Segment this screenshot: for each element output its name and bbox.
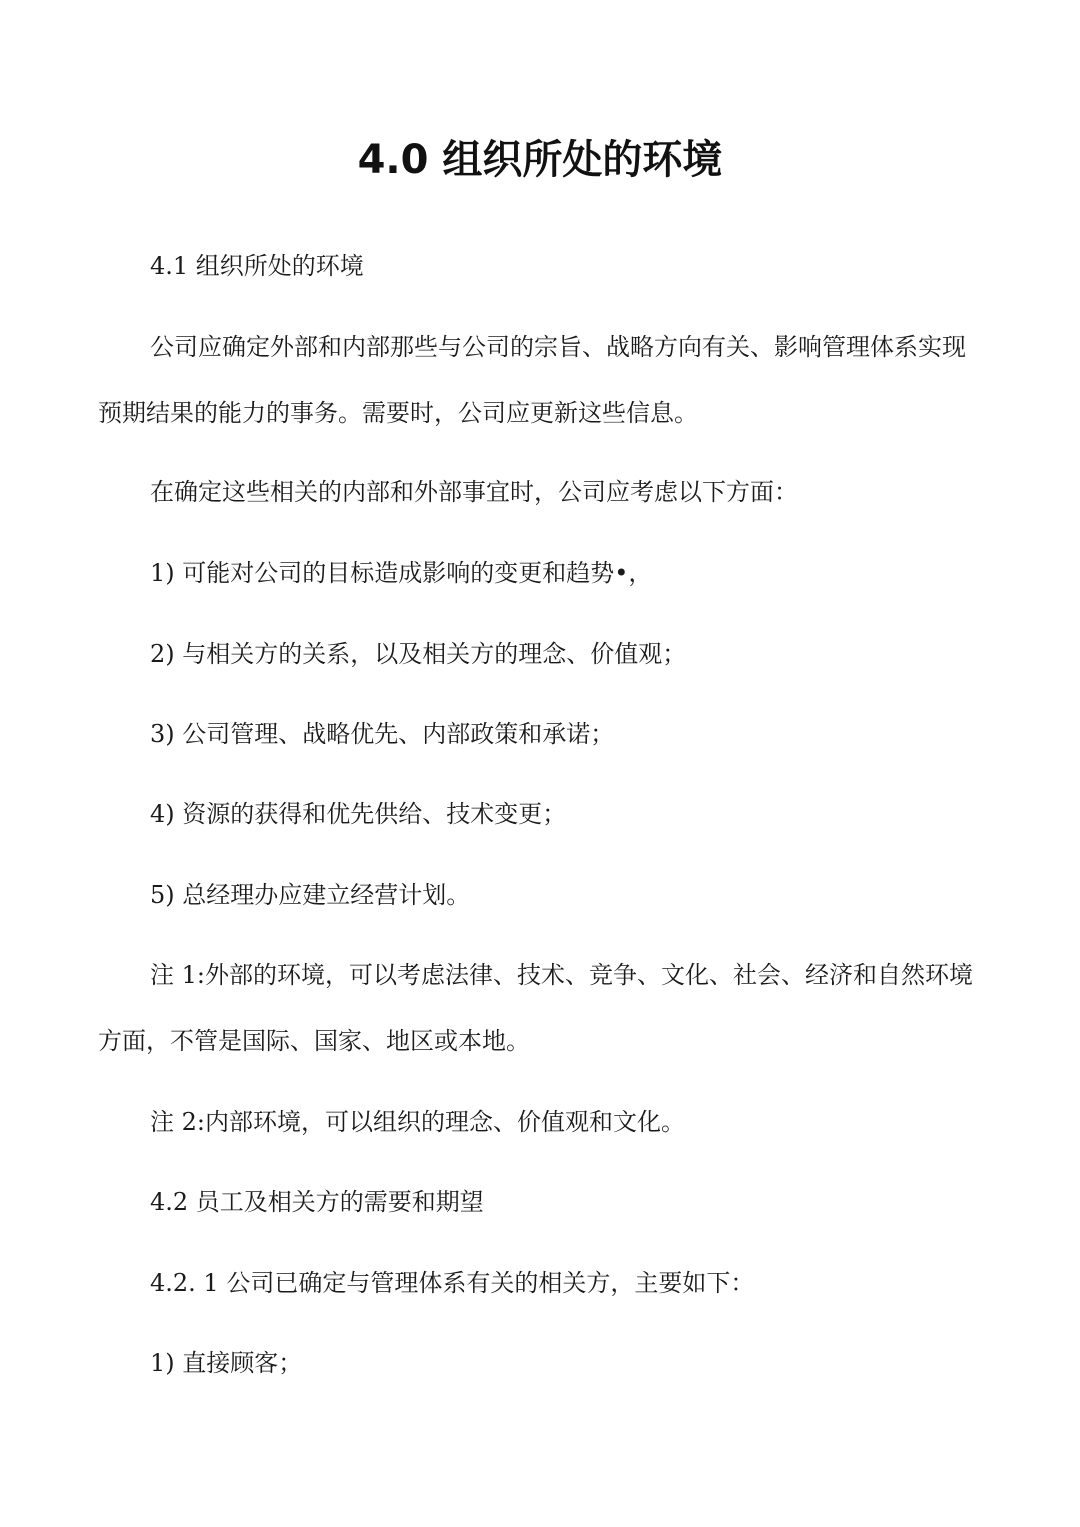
document-title: 4.0 组织所处的环境 (357, 137, 723, 183)
section-heading-4-2-1: 4.2. 1 公司已确定与管理体系有关的相关方，主要如下： (150, 1269, 755, 1297)
section-heading-4-1: 4.1 组织所处的环境 (150, 252, 364, 280)
list-item-5: 5) 总经理办应建立经营计划。 (150, 881, 471, 909)
note-2: 注 2:内部环境，可以组织的理念、价值观和文化。 (150, 1108, 685, 1136)
paragraph-considerations: 在确定这些相关的内部和外部事宜时，公司应考虑以下方面： (150, 478, 798, 506)
section-heading-4-2: 4.2 员工及相关方的需要和期望 (150, 1188, 484, 1216)
list-item-4: 4) 资源的获得和优先供给、技术变更； (150, 800, 567, 828)
list-item-direct-customers: 1) 直接顾客； (150, 1349, 303, 1377)
list-item-3: 3) 公司管理、战略优先、内部政策和承诺； (150, 720, 615, 748)
list-item-2: 2) 与相关方的关系，以及相关方的理念、价值观； (150, 640, 687, 668)
note-1: 注 1:外部的环境，可以考虑法律、技术、竞争、文化、社会、经济和自然环境方面，不管是国际、国家、地区或本地。 (98, 961, 973, 1055)
paragraph-context-intro: 公司应确定外部和内部那些与公司的宗旨、战略方向有关、影响管理体系实现预期结果的能力的事务。需要时，公司应更新这些信息。 (98, 333, 966, 427)
list-item-1: 1) 可能对公司的目标造成影响的变更和趋势•， (150, 559, 653, 587)
